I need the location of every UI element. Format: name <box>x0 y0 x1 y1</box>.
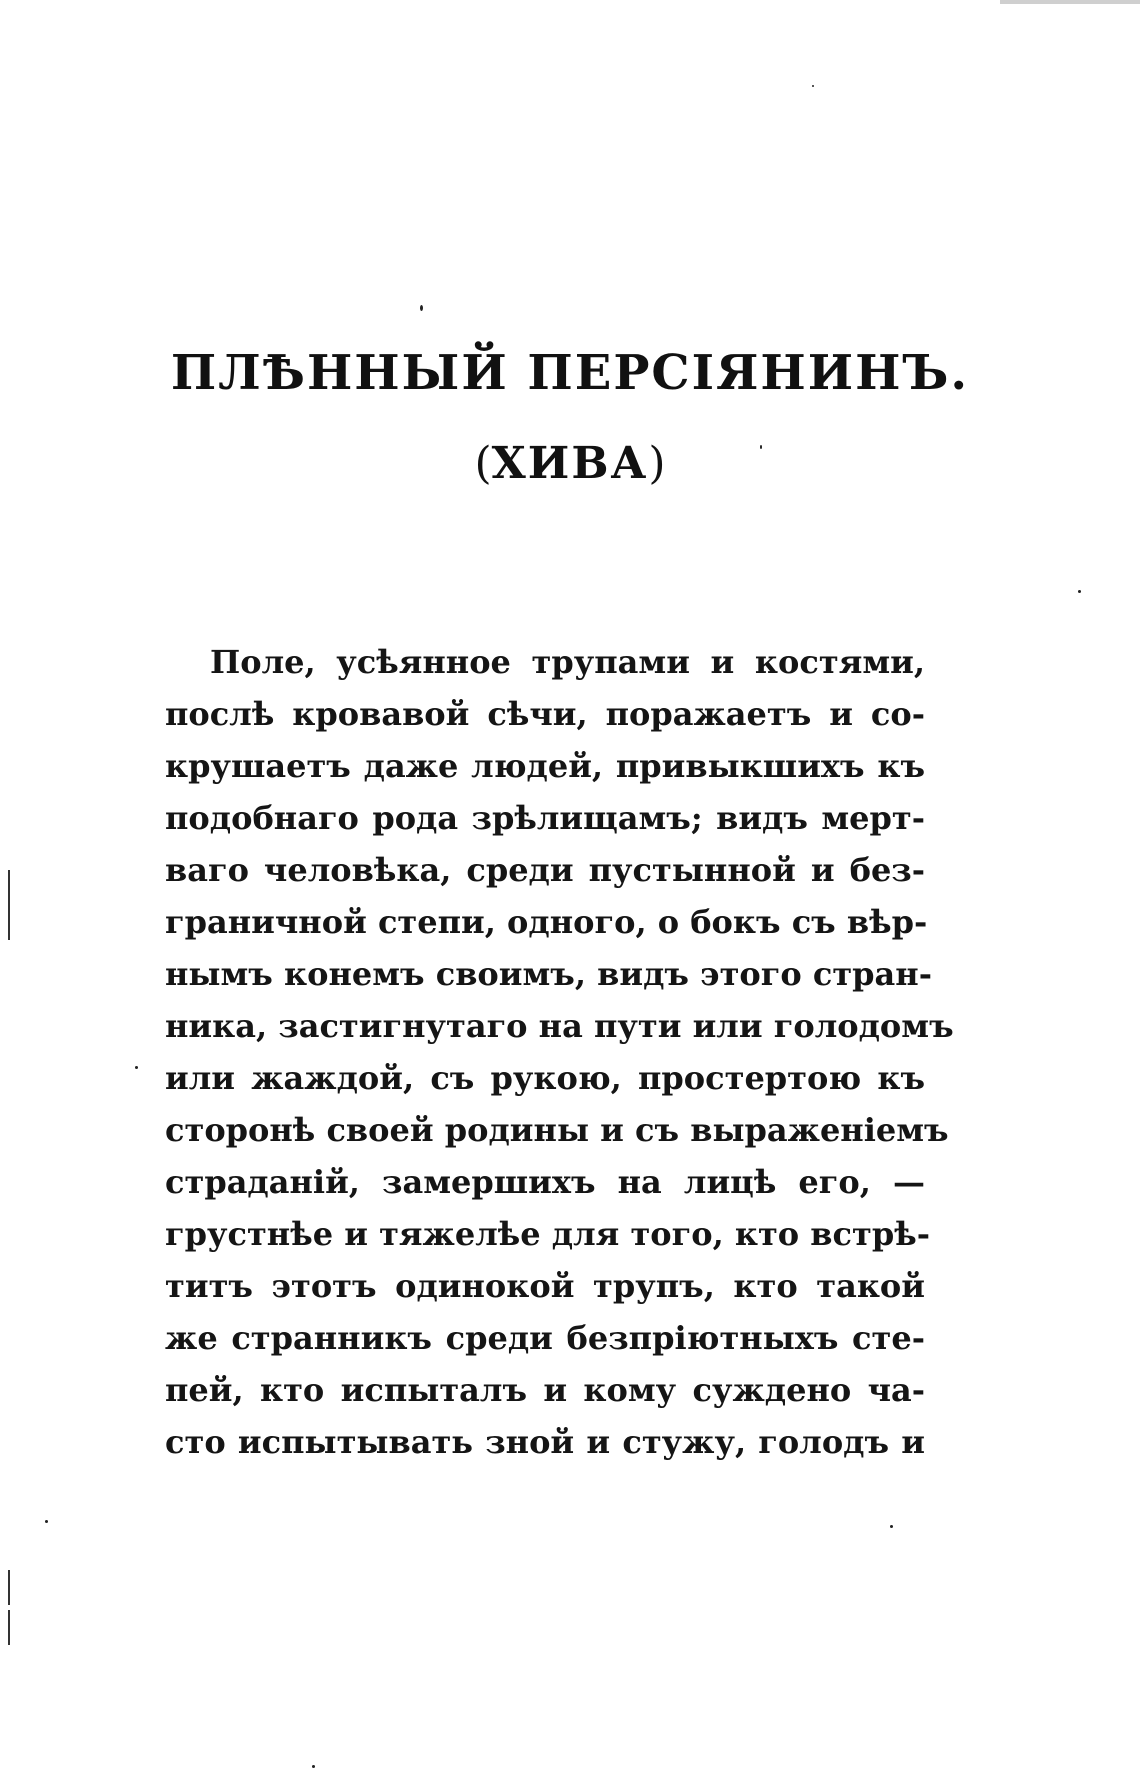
scan-speck <box>1078 590 1081 593</box>
scan-speck <box>890 1525 893 1528</box>
text-line: же странникъ среди безпріютныхъ сте- <box>165 1319 925 1357</box>
scan-speck <box>420 305 423 311</box>
chapter-subtitle <box>0 438 1140 489</box>
scan-speck <box>312 1765 315 1768</box>
margin-mark <box>8 1610 10 1645</box>
text-line: ника, застигнутаго на пути или голодомъ <box>165 1007 954 1045</box>
text-line: подобнаго рода зрѣлищамъ; видъ мерт- <box>165 799 925 837</box>
text-line: нымъ конемъ своимъ, видъ этого стран- <box>165 955 932 993</box>
margin-mark <box>8 870 10 940</box>
subtitle-open-paren: ( <box>474 438 492 489</box>
text-line: граничной степи, одного, о бокъ съ вѣр- <box>165 903 928 941</box>
text-line: титъ этотъ одинокой трупъ, кто такой <box>165 1267 925 1305</box>
text-line: сторонѣ своей родины и съ выраженіемъ <box>165 1111 949 1149</box>
text-line: сто испытывать зной и стужу, голодъ и <box>165 1423 925 1461</box>
scan-speck <box>45 1520 48 1523</box>
text-line: Поле, усѣянное трупами и костями, <box>210 643 925 681</box>
scan-speck <box>812 85 814 87</box>
text-line: крушаетъ даже людей, привыкшихъ къ <box>165 747 925 785</box>
scan-speck <box>760 445 762 449</box>
text-line: грустнѣе и тяжелѣе для того, кто встрѣ- <box>165 1215 930 1253</box>
text-line: пей, кто испыталъ и кому суждено ча- <box>165 1371 925 1409</box>
text-line: страданій, замершихъ на лицѣ его, — <box>165 1163 925 1201</box>
chapter-title: ПЛѢННЫЙ ПЕРСІЯНИНЪ. <box>170 345 970 401</box>
text-line: послѣ кровавой сѣчи, поражаетъ и со- <box>165 695 925 733</box>
subtitle-close-paren: ) <box>648 438 666 489</box>
subtitle-word: ХИВА <box>491 438 649 489</box>
text-line: или жаждой, съ рукою, простертою къ <box>165 1059 925 1097</box>
body-text <box>165 636 954 1468</box>
margin-mark <box>8 1570 10 1605</box>
scan-speck <box>135 1066 138 1069</box>
page-edge-rule <box>1000 0 1140 4</box>
text-line: ваго человѣка, среди пустынной и без- <box>165 851 925 889</box>
